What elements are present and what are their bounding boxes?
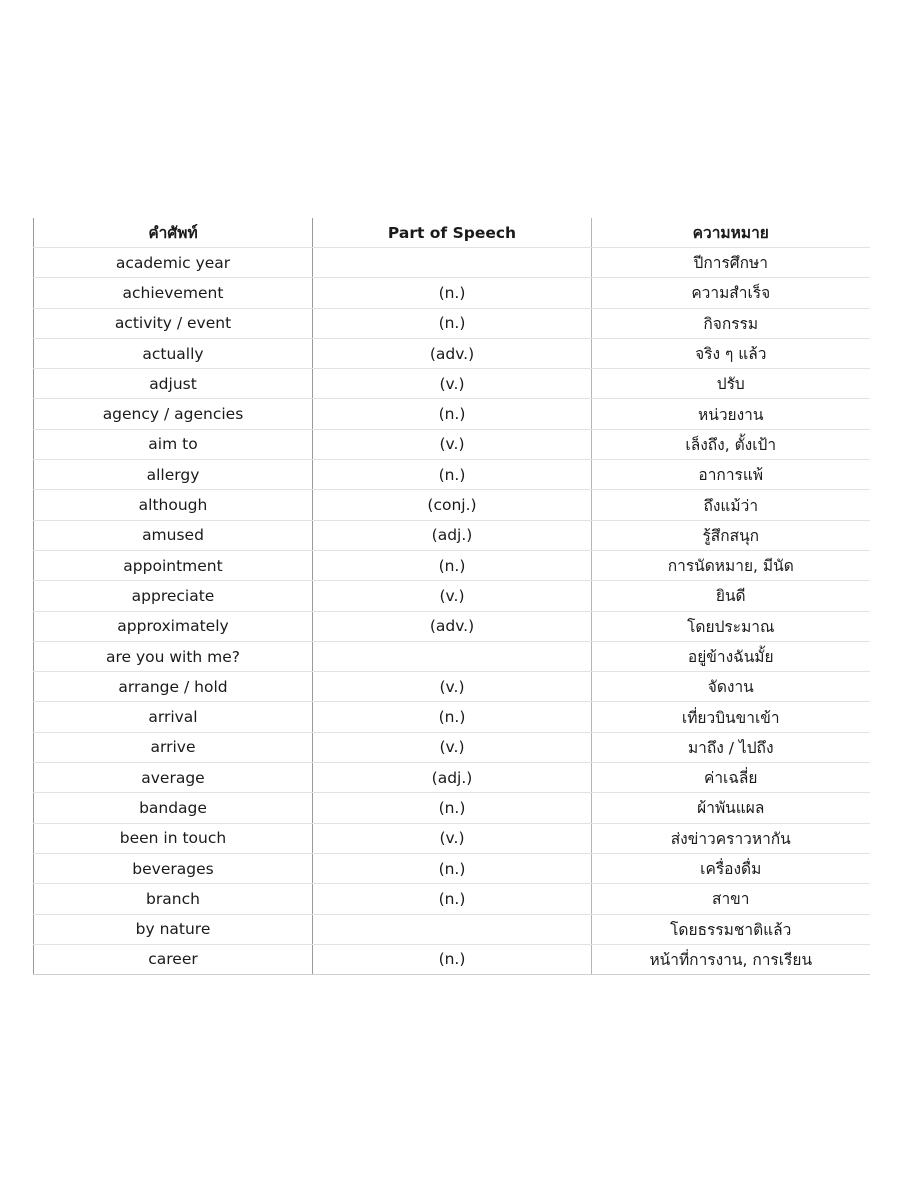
- table-body: [34, 248, 870, 975]
- table-row: [34, 520, 870, 550]
- cell-meaning: หน้าที่การงาน, การเรียน: [592, 944, 870, 974]
- cell-word: adjust: [34, 369, 313, 399]
- cell-word: actually: [34, 338, 313, 368]
- cell-meaning: ยินดี: [592, 581, 870, 611]
- cell-part-of-speech: (n.): [313, 944, 592, 974]
- vocabulary-table: [33, 218, 870, 975]
- cell-word: appreciate: [34, 581, 313, 611]
- cell-word: appointment: [34, 550, 313, 580]
- cell-part-of-speech: (v.): [313, 672, 592, 702]
- cell-word: approximately: [34, 611, 313, 641]
- cell-word: arrange / hold: [34, 672, 313, 702]
- header-part-of-speech: Part of Speech: [313, 218, 592, 248]
- header-word: คำศัพท์: [34, 218, 313, 248]
- cell-meaning: เล็งถึง, ตั้งเป้า: [592, 429, 870, 459]
- cell-meaning: สาขา: [592, 884, 870, 914]
- cell-word: branch: [34, 884, 313, 914]
- table-row: [34, 490, 870, 520]
- table-row: [34, 611, 870, 641]
- table-row: [34, 369, 870, 399]
- cell-meaning: ปีการศึกษา: [592, 248, 870, 278]
- cell-word: activity / event: [34, 308, 313, 338]
- table-row: [34, 884, 870, 914]
- cell-part-of-speech: [313, 641, 592, 671]
- header-meaning: ความหมาย: [592, 218, 870, 248]
- cell-part-of-speech: (n.): [313, 460, 592, 490]
- table-row: [34, 338, 870, 368]
- cell-part-of-speech: (v.): [313, 823, 592, 853]
- cell-part-of-speech: (n.): [313, 853, 592, 883]
- cell-part-of-speech: [313, 248, 592, 278]
- cell-part-of-speech: (conj.): [313, 490, 592, 520]
- table-row: [34, 732, 870, 762]
- table-row: [34, 672, 870, 702]
- cell-meaning: ปรับ: [592, 369, 870, 399]
- table-row: [34, 429, 870, 459]
- table-row: [34, 793, 870, 823]
- cell-part-of-speech: (adv.): [313, 611, 592, 641]
- cell-meaning: ส่งข่าวคราวหากัน: [592, 823, 870, 853]
- cell-word: arrive: [34, 732, 313, 762]
- cell-meaning: การนัดหมาย, มีนัด: [592, 550, 870, 580]
- table-row: [34, 399, 870, 429]
- cell-part-of-speech: [313, 914, 592, 944]
- table-row: [34, 763, 870, 793]
- cell-meaning: เครื่องดื่ม: [592, 853, 870, 883]
- cell-word: by nature: [34, 914, 313, 944]
- cell-word: bandage: [34, 793, 313, 823]
- cell-meaning: อยู่ข้างฉันมั้ย: [592, 641, 870, 671]
- cell-word: been in touch: [34, 823, 313, 853]
- cell-word: although: [34, 490, 313, 520]
- cell-word: career: [34, 944, 313, 974]
- table-row: [34, 248, 870, 278]
- table-row: [34, 914, 870, 944]
- cell-part-of-speech: (v.): [313, 429, 592, 459]
- cell-meaning: รู้สึกสนุก: [592, 520, 870, 550]
- table-row: [34, 308, 870, 338]
- cell-part-of-speech: (n.): [313, 399, 592, 429]
- cell-meaning: ความสำเร็จ: [592, 278, 870, 308]
- cell-word: beverages: [34, 853, 313, 883]
- cell-part-of-speech: (adj.): [313, 520, 592, 550]
- table-row: [34, 641, 870, 671]
- cell-word: allergy: [34, 460, 313, 490]
- cell-part-of-speech: (n.): [313, 550, 592, 580]
- cell-part-of-speech: (v.): [313, 581, 592, 611]
- cell-part-of-speech: (v.): [313, 732, 592, 762]
- cell-word: average: [34, 763, 313, 793]
- cell-meaning: กิจกรรม: [592, 308, 870, 338]
- cell-meaning: มาถึง / ไปถึง: [592, 732, 870, 762]
- table-row: [34, 550, 870, 580]
- cell-meaning: ผ้าพันแผล: [592, 793, 870, 823]
- table-row: [34, 581, 870, 611]
- table-row: [34, 944, 870, 974]
- cell-part-of-speech: (n.): [313, 308, 592, 338]
- cell-meaning: ค่าเฉลี่ย: [592, 763, 870, 793]
- cell-word: amused: [34, 520, 313, 550]
- table-row: [34, 278, 870, 308]
- cell-meaning: โดยประมาณ: [592, 611, 870, 641]
- cell-word: academic year: [34, 248, 313, 278]
- table-row: [34, 702, 870, 732]
- header-row: [34, 218, 870, 248]
- cell-part-of-speech: (n.): [313, 702, 592, 732]
- table-header: [34, 218, 870, 248]
- cell-part-of-speech: (adj.): [313, 763, 592, 793]
- cell-word: arrival: [34, 702, 313, 732]
- cell-part-of-speech: (n.): [313, 793, 592, 823]
- cell-meaning: จัดงาน: [592, 672, 870, 702]
- cell-word: are you with me?: [34, 641, 313, 671]
- cell-meaning: จริง ๆ แล้ว: [592, 338, 870, 368]
- cell-part-of-speech: (v.): [313, 369, 592, 399]
- cell-meaning: อาการแพ้: [592, 460, 870, 490]
- cell-meaning: ถึงแม้ว่า: [592, 490, 870, 520]
- cell-word: agency / agencies: [34, 399, 313, 429]
- table-row: [34, 853, 870, 883]
- cell-meaning: โดยธรรมชาติแล้ว: [592, 914, 870, 944]
- cell-word: achievement: [34, 278, 313, 308]
- cell-part-of-speech: (adv.): [313, 338, 592, 368]
- cell-part-of-speech: (n.): [313, 278, 592, 308]
- cell-part-of-speech: (n.): [313, 884, 592, 914]
- cell-meaning: หน่วยงาน: [592, 399, 870, 429]
- table-row: [34, 460, 870, 490]
- cell-meaning: เที่ยวบินขาเข้า: [592, 702, 870, 732]
- table-row: [34, 823, 870, 853]
- cell-word: aim to: [34, 429, 313, 459]
